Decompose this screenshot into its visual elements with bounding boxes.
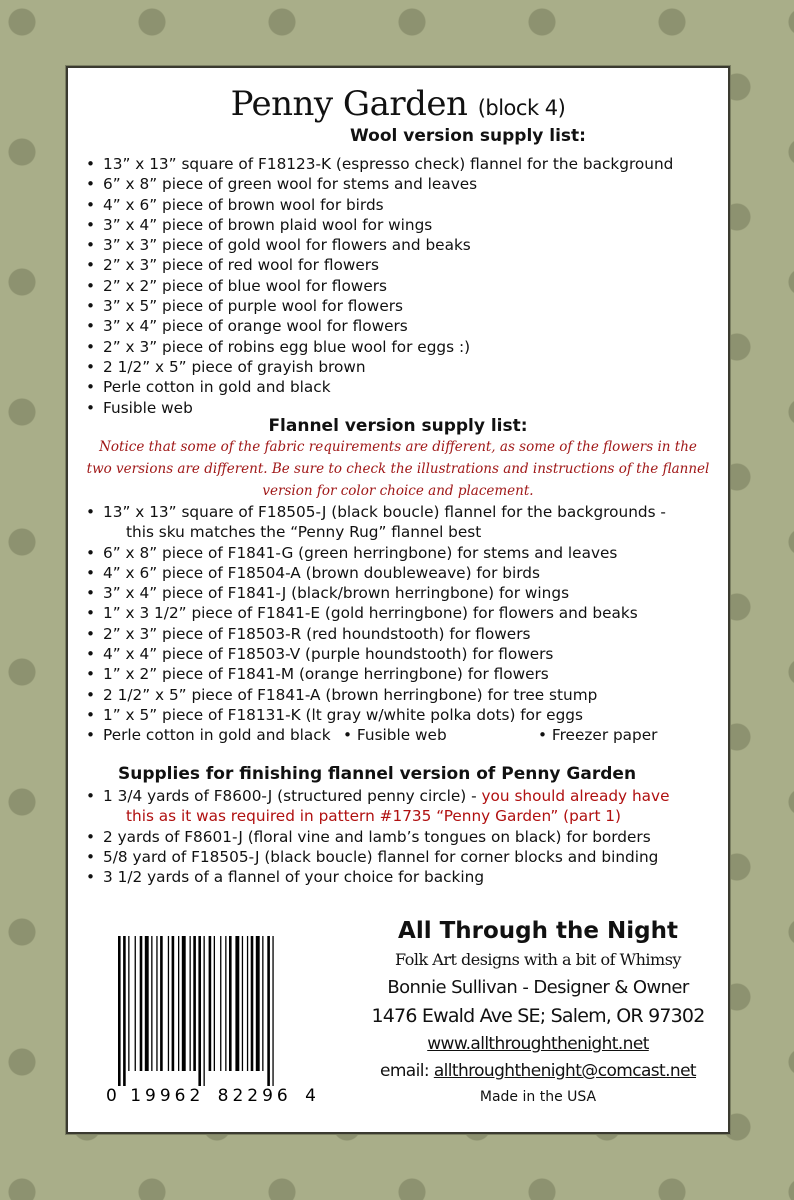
note-line: two versions are different. Be sure to check the illustrations and instructions of the flannel [86, 461, 710, 477]
list-item [86, 685, 666, 705]
list-item [86, 543, 666, 563]
list-item [86, 705, 666, 725]
list-item [86, 174, 673, 194]
item-text: 2 1/2” x 5” piece of F1841-A (brown herringbone) for tree stump [103, 685, 598, 704]
barcode-bar [123, 936, 126, 1086]
barcode-bar [118, 936, 121, 1086]
email-link[interactable]: allthroughthenight@comcast.net [433, 1061, 696, 1081]
pattern-title [68, 84, 728, 124]
barcode-bar [267, 936, 270, 1086]
barcode-bar [242, 936, 243, 1071]
barcode-bar [193, 936, 196, 1071]
barcode-bar [209, 936, 212, 1071]
barcode-bar [168, 936, 169, 1071]
item-text: 2” x 3” piece of robins egg blue wool for eggs :) [103, 337, 471, 356]
barcode-bar [272, 936, 273, 1086]
flannel-heading: Flannel version supply list: [268, 416, 528, 436]
barcode-bar [247, 936, 248, 1071]
title-text: Penny Garden [230, 84, 468, 124]
list-item [86, 664, 666, 684]
barcode-bar [235, 936, 239, 1071]
finish-list [86, 786, 670, 887]
subtitle: (block 4) [477, 96, 566, 120]
list-item [86, 867, 670, 887]
barcode-bar [182, 936, 186, 1071]
item-text: 13” x 13” square of F18505-J (black boucle) flannel for the backgrounds - [103, 503, 666, 521]
pattern-back-cover [66, 66, 730, 1134]
flannel-last-row [86, 725, 657, 745]
barcode-bar [151, 936, 152, 1071]
list-item [86, 276, 673, 296]
list-item [86, 847, 670, 867]
item-text: 1” x 3 1/2” piece of F1841-E (gold herringbone) for flowers and beaks [103, 604, 638, 623]
item-text: 3” x 4” piece of F1841-J (black/brown herringbone) for wings [103, 584, 570, 603]
barcode-digit: 82296 [217, 1086, 292, 1106]
barcode-digit: 0 [106, 1086, 117, 1106]
list-item [86, 583, 666, 603]
made-in: Made in the USA [479, 1089, 597, 1105]
barcode-bar [198, 936, 201, 1086]
item-text: Perle cotton in gold and black [103, 378, 331, 397]
item-text: 4” x 4” piece of F18503-V (purple houndstooth) for flowers [103, 645, 554, 664]
list-item [86, 316, 673, 336]
barcode-bar [145, 936, 149, 1071]
barcode-bar [204, 936, 205, 1086]
item-note: you should already have [481, 787, 670, 805]
item-text: 6” x 8” piece of green wool for stems and leaves [103, 175, 478, 194]
barcode [116, 936, 286, 1086]
item-text: 2” x 3” piece of red wool for flowers [103, 256, 379, 275]
list-item [86, 644, 666, 664]
item-text: 13” x 13” square of F18123-K (espresso check) flannel for the background [103, 155, 674, 173]
list-item [86, 603, 666, 623]
item-text: 3” x 4” piece of brown plaid wool for wings [103, 215, 433, 234]
barcode-bar [140, 936, 143, 1071]
item-text: 1” x 2” piece of F1841-M (orange herringbone) for flowers [103, 665, 549, 684]
list-item [86, 154, 673, 174]
barcode-bar [178, 936, 179, 1071]
company-name: All Through the Night [398, 918, 678, 944]
list-item [86, 827, 670, 847]
item-text: this sku matches the “Penny Rug” flannel best [126, 523, 482, 542]
list-item [86, 337, 673, 357]
item-text: 3 1/2 yards of a flannel of your choice for backing [103, 868, 485, 887]
email-label: email: [379, 1061, 429, 1081]
barcode-bar [190, 936, 191, 1071]
wool-heading: Wool version supply list: [350, 126, 586, 146]
barcode-digit: 19962 [130, 1086, 205, 1106]
barcode-bar [172, 936, 175, 1071]
barcode-digits [106, 1086, 316, 1106]
list-item [86, 215, 673, 235]
barcode-bar [214, 936, 215, 1071]
list-item [86, 195, 673, 215]
item-note: this as it was required in pattern #1735 “Penny Garden” (part 1) [126, 807, 622, 826]
item-text: Fusible web [356, 726, 447, 744]
item-text: 4” x 6” piece of brown wool for birds [103, 195, 384, 214]
list-item: • Perle cotton in gold and black • Fusible web • Freezer paper [86, 725, 657, 745]
list-item [86, 296, 673, 316]
item-text: Freezer paper [551, 726, 658, 744]
list-item [86, 255, 673, 275]
item-text: 1” x 5” piece of F18131-K (lt gray w/white polka dots) for eggs [103, 705, 583, 724]
finish-heading: Supplies for finishing flannel version of Penny Garden [118, 764, 637, 784]
list-item-continued [86, 522, 666, 542]
item-text: Fusible web [103, 398, 193, 417]
item-text: 1 3/4 yards of F8600-J (structured penny circle) - [103, 787, 482, 805]
item-text: 4” x 6” piece of F18504-A (brown doubleweave) for birds [103, 563, 540, 582]
list-item [86, 377, 673, 397]
website-link[interactable]: www.allthroughthenight.net [427, 1034, 649, 1054]
barcode-bar [256, 936, 260, 1071]
list-item-continued [86, 806, 670, 826]
flannel-note [68, 436, 728, 502]
barcode-bar [220, 936, 221, 1071]
list-item [86, 786, 670, 806]
barcode-bar [160, 936, 163, 1071]
barcode-bar [135, 936, 136, 1071]
barcode-bar [128, 936, 129, 1071]
owner: Bonnie Sullivan - Designer & Owner [387, 977, 689, 998]
list-item [86, 235, 673, 255]
item-text: Perle cotton in gold and black [103, 726, 331, 744]
list-item [86, 398, 673, 418]
list-item [86, 624, 666, 644]
tagline: Folk Art designs with a bit of Whimsy [395, 950, 681, 969]
item-text: 2” x 2” piece of blue wool for flowers [103, 276, 387, 295]
wool-list [86, 154, 673, 418]
item-text: 6” x 8” piece of F1841-G (green herringbone) for stems and leaves [103, 543, 618, 562]
item-text: 2” x 3” piece of F18503-R (red houndstooth) for flowers [103, 624, 531, 643]
note-line: Notice that some of the fabric requirements are different, as some of the flowers in the [99, 439, 697, 455]
barcode-bar [225, 936, 226, 1071]
address: 1476 Ewald Ave SE; Salem, OR 97302 [371, 1005, 705, 1027]
barcode-bar [262, 936, 263, 1071]
list-item [86, 563, 666, 583]
barcode-bar [251, 936, 254, 1071]
item-text: 3” x 5” piece of purple wool for flowers [103, 297, 403, 316]
flannel-list [86, 502, 666, 725]
barcode-bar [229, 936, 232, 1071]
item-text: 2 1/2” x 5” piece of grayish brown [103, 357, 366, 376]
barcode-digit: 4 [305, 1086, 316, 1106]
item-text: 5/8 yard of F18505-J (black boucle) flannel for corner blocks and binding [103, 847, 659, 866]
item-text: 3” x 4” piece of orange wool for flowers [103, 317, 408, 336]
barcode-bar [156, 936, 157, 1071]
item-text: 3” x 3” piece of gold wool for flowers and beaks [103, 236, 471, 255]
item-text: 2 yards of F8601-J (floral vine and lamb’s tongues on black) for borders [103, 827, 651, 846]
note-line: version for color choice and placement. [262, 483, 534, 499]
list-item [86, 502, 666, 522]
company-info [368, 918, 708, 1105]
list-item [86, 357, 673, 377]
